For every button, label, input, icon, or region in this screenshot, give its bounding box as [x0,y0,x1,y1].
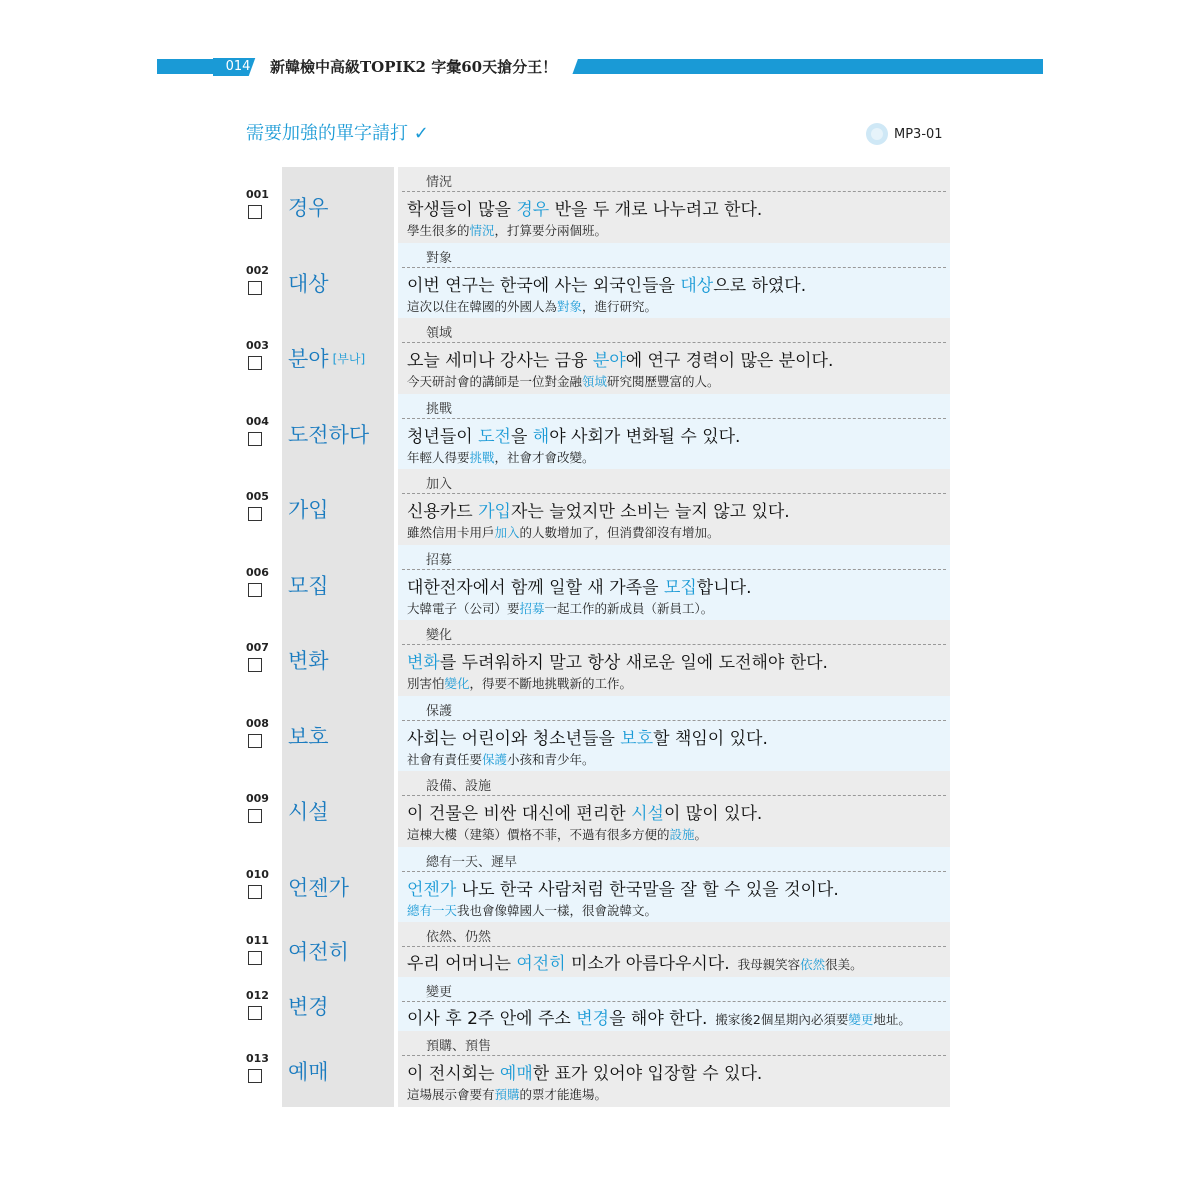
headword [288,936,349,966]
example-cell [398,771,950,847]
example-sentence-ko [407,799,762,824]
text-segment: 我也會像韓國人一樣，很會說韓文。 [457,902,658,918]
entry-marker [246,394,282,470]
example-sentence-ko [407,949,863,974]
headword-text: 시설 [288,800,329,824]
text-segment: 자는 늘었지만 소비는 늘지 않고 있다. [510,502,790,522]
highlighted-term: 시설 [631,804,664,824]
highlighted-term: 예매 [499,1064,533,1084]
text-segment: 이 전시회는 [407,1064,500,1084]
divider [402,191,946,192]
headword-text: 대상 [288,271,329,296]
text-segment: 을 [510,426,533,447]
entry-number: 012 [246,988,269,1002]
text-segment: 的人數增加了，但消費卻沒有增加。 [519,525,720,540]
entry-number: 006 [246,565,269,579]
entry-marker [246,1031,282,1107]
headword-text: 모집 [288,573,329,598]
text-segment: 這次以住在韓國的外國人為 [407,298,558,314]
review-checkbox[interactable] [248,734,262,748]
vocab-entry [246,1031,950,1107]
example-sentence-zh [407,825,707,843]
example-cell [398,167,950,243]
headword [288,796,329,826]
text-segment: 이 많이 있다. [663,804,763,824]
review-checkbox[interactable] [248,885,262,899]
example-sentence-zh [407,523,720,541]
highlighted-term: 대상 [680,275,714,296]
example-sentence-zh [407,448,595,466]
translation: 領域 [426,326,453,341]
example-sentence-ko [407,195,762,220]
headword-text: 언젠가 [288,875,349,900]
translation: 變更 [426,984,453,1000]
example-sentence-zh [715,1012,911,1027]
translation: 情況 [426,175,453,190]
translation: 保護 [426,703,453,719]
review-checkbox[interactable] [248,356,262,370]
headword [288,872,349,902]
text-segment: 雖然信用卡用戶 [407,525,495,540]
entry-marker [246,771,282,847]
highlighted-term: 變更 [848,1011,874,1027]
highlighted-term: 總有一天 [407,902,458,918]
headword [288,494,329,524]
headword-text: 예매 [288,1060,329,1084]
translation: 預購、預售 [426,1039,492,1054]
headword [288,570,329,600]
headword [288,268,329,298]
review-checkbox[interactable] [248,951,262,965]
text-segment: 반을 두 개로 나누려고 한다. [549,200,763,220]
text-segment: 미소가 아름다우시다. [565,954,730,974]
highlighted-term: 依然 [800,957,826,972]
translation: 總有一天、遲早 [426,854,518,870]
book-title: 新韓檢中高級TOPIK2 字彙60天搶分王！ [258,52,569,82]
highlighted-term: 領域 [582,374,608,389]
translation: 依然、仍然 [426,930,492,945]
entry-marker [246,469,282,545]
highlighted-term: 招募 [519,600,545,616]
highlighted-term: 預購 [494,1087,520,1102]
entry-marker [246,243,282,319]
divider [402,493,946,494]
example-cell [398,318,950,394]
text-segment: 我母親笑容 [737,957,801,972]
headword [288,991,329,1021]
highlighted-term: 도전 [478,426,511,447]
divider [402,1055,946,1056]
vocab-entry [246,545,950,621]
example-cell [398,620,950,696]
translation: 招募 [426,552,453,568]
headword-text: 도전하다 [288,422,370,447]
text-segment: 這棟大樓（建築）價格不菲，不過有很多方便的 [407,827,670,842]
entry-number: 013 [246,1052,269,1065]
divider [402,342,946,343]
vocab-list [246,167,950,1107]
entry-number: 002 [246,263,269,277]
text-segment: ，打算要分兩個班。 [494,223,608,238]
headword-text: 경우 [288,196,329,220]
text-segment: 청년들이 [407,426,479,447]
headword-cell [282,771,394,847]
highlighted-term: 변화 [407,653,440,673]
highlighted-term: 設施 [669,827,695,842]
entry-number: 004 [246,414,269,428]
text-segment: 을 해야 한다. [609,1008,708,1029]
headword [288,419,369,449]
review-checkbox[interactable] [248,432,262,446]
highlighted-term: 모집 [663,577,697,598]
highlighted-term: 언젠가 [407,879,457,900]
text-segment: 大韓電子（公司）要 [407,600,520,616]
entry-number: 010 [246,867,269,881]
highlighted-term: 對象 [557,298,583,314]
highlighted-term: 변경 [576,1008,610,1029]
highlighted-term: 情況 [469,223,495,238]
highlighted-term: 變化 [444,676,470,691]
example-sentence-ko [407,497,790,522]
headword-cell [282,922,394,977]
example-cell [398,469,950,545]
highlighted-term: 여전히 [516,954,566,974]
entry-marker [246,922,282,977]
entry-marker [246,318,282,394]
text-segment: 사회는 어린이와 청소년들을 [407,728,621,749]
entry-number: 011 [246,934,269,947]
text-segment: 한 표가 있어야 입장할 수 있다. [532,1064,763,1084]
text-segment: 야 사회가 변화될 수 있다. [549,426,741,447]
headword-cell [282,394,394,470]
headword-text: 변경 [288,994,329,1019]
text-segment: 신용카드 [407,502,479,522]
divider [402,795,946,796]
text-segment: 이사 후 2주 안에 주소 [407,1008,577,1029]
example-sentence-ko [407,875,839,900]
entry-number: 007 [246,641,269,654]
entry-number: 003 [246,339,269,352]
vocab-entry [246,922,950,977]
text-segment: ，社會才會改變。 [494,449,595,465]
divider [402,946,946,947]
headword [288,192,329,222]
vocab-entry [246,847,950,923]
divider [402,418,946,419]
example-sentence-ko [407,1059,762,1084]
headword-cell [282,318,394,394]
entry-marker [246,620,282,696]
example-sentence-ko [407,724,768,749]
text-segment: ，進行研究。 [582,298,658,314]
vocab-entry [246,696,950,772]
example-cell [398,394,950,470]
headword-cell [282,1031,394,1107]
entry-number: 001 [246,188,269,201]
divider [402,871,946,872]
example-sentence-zh [407,599,713,617]
divider [402,1001,946,1002]
headword-cell [282,167,394,243]
example-sentence-zh [407,221,607,239]
divider [402,720,946,721]
headword-cell [282,620,394,696]
example-sentence-ko [407,648,828,673]
text-segment: 搬家後2個星期內必須要 [715,1011,849,1027]
divider [402,267,946,268]
text-segment: 에 연구 경력이 많은 분이다. [625,351,834,371]
example-sentence-ko [407,271,806,296]
example-sentence-zh [407,750,595,768]
example-cell [398,922,950,977]
text-segment: 를 두려워하지 말고 항상 새로운 일에 도전해야 한다. [439,653,828,673]
headword-cell [282,469,394,545]
example-sentence-ko [407,422,740,447]
example-sentence-ko [407,573,751,598]
text-segment: ，得要不斷地挑戰新的工作。 [469,676,633,691]
example-cell [398,545,950,621]
entry-marker [246,847,282,923]
entry-marker [246,167,282,243]
example-sentence-zh [407,901,657,919]
headword-cell [282,243,394,319]
text-segment: 小孩和青少年。 [507,751,595,767]
vocab-entry [246,243,950,319]
text-segment: 別害怕 [407,676,445,691]
headword [288,645,329,675]
example-cell [398,847,950,923]
highlighted-term: 挑戰 [469,449,495,465]
divider [402,569,946,570]
text-segment: 우리 어머니는 [407,954,517,974]
entry-marker [246,696,282,772]
text-segment: 할 책임이 있다. [653,728,768,749]
text-segment: 社會有責任要 [407,751,483,767]
highlighted-term: 가입 [478,502,511,522]
headword-text: 가입 [288,498,329,522]
text-segment: 으로 하였다. [713,275,807,296]
review-checkbox[interactable] [248,809,262,823]
entry-marker [246,977,282,1032]
example-cell [398,977,950,1032]
headword-cell [282,847,394,923]
text-segment: 地址。 [873,1011,911,1027]
text-segment: 오늘 세미나 강사는 금융 [407,351,593,371]
headword-cell [282,977,394,1032]
headword-text: 변화 [288,649,329,673]
review-checkbox[interactable] [248,658,262,672]
example-cell [398,1031,950,1107]
example-sentence-zh [407,674,632,692]
entry-marker [246,545,282,621]
text-segment: 年輕人得要 [407,449,470,465]
vocab-entry [246,977,950,1032]
text-segment: 學生很多的 [407,223,470,238]
audio-disc-icon [866,123,888,145]
text-segment: 。 [694,827,708,842]
example-cell [398,243,950,319]
headword-cell [282,545,394,621]
example-sentence-zh [407,297,657,315]
audio-label: MP3-01 [894,126,943,142]
vocab-entry [246,469,950,545]
highlighted-term: 加入 [494,525,520,540]
translation: 加入 [426,477,453,492]
review-checkbox[interactable] [248,1006,262,1020]
text-segment: 今天研討會的講師是一位對金融 [407,374,583,389]
headword-text: 여전히 [288,940,349,964]
text-segment: 很美。 [825,957,863,972]
vocab-entry [246,394,950,470]
review-checkbox[interactable] [248,281,262,295]
entry-number: 005 [246,490,269,503]
example-sentence-ko [407,1004,911,1029]
highlighted-term: 경우 [516,200,550,220]
review-checkbox[interactable] [248,507,262,521]
text-segment: 학생들이 많을 [407,200,517,220]
divider [402,644,946,645]
text-segment: 研究閱歷豐富的人。 [607,374,720,389]
vocab-entry [246,771,950,847]
review-checkbox[interactable] [248,205,262,219]
vocab-entry [246,318,950,394]
text-segment: 這場展示會要有 [407,1087,495,1102]
example-sentence-zh [407,372,720,390]
text-segment: 나도 한국 사람처럼 한국말을 잘 할 수 있을 것이다. [456,879,839,900]
entry-number: 009 [246,792,269,805]
review-checkbox[interactable] [248,583,262,597]
headword [288,1056,329,1086]
text-segment: 대한전자에서 함께 일할 새 가족을 [407,577,664,598]
audio-track[interactable] [866,121,943,147]
example-sentence-ko [407,346,833,371]
entry-number: 008 [246,716,269,730]
example-sentence-zh [407,1085,607,1103]
text-segment: 一起工作的新成員（新員工）。 [544,600,714,616]
pronunciation-note: [부나] [332,352,366,366]
highlighted-term: 해 [532,426,550,447]
highlighted-term: 保護 [482,751,508,767]
vocab-entry [246,620,950,696]
highlighted-term: 분야 [592,351,626,371]
example-cell [398,696,950,772]
text-segment: 이 건물은 비싼 대신에 편리한 [407,804,632,824]
headword-text: 분야 [288,347,329,371]
translation: 設備、設施 [426,779,492,794]
headword [288,343,365,373]
text-segment: 的票才能進場。 [519,1087,608,1102]
example-sentence-zh [738,957,863,972]
headword-text: 보호 [288,724,329,749]
text-segment: 이번 연구는 한국에 사는 외국인들을 [407,275,681,296]
page-number: 014 [213,58,263,76]
vocab-entry [246,167,950,243]
translation: 變化 [426,628,453,643]
translation: 對象 [426,250,453,266]
review-checkbox[interactable] [248,1069,262,1083]
translation: 挑戰 [426,401,453,417]
section-title: 需要加強的單字請打 ✓ [246,123,429,144]
text-segment: 합니다. [696,577,752,598]
highlighted-term: 보호 [620,728,654,749]
headword [288,721,329,751]
headword-cell [282,696,394,772]
